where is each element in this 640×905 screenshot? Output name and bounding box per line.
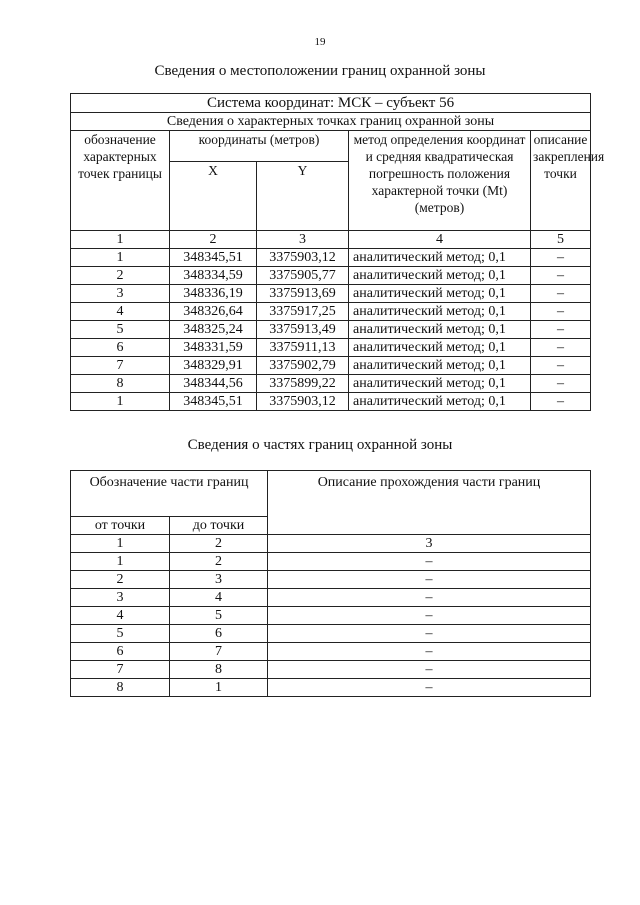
description-cell: – — [268, 679, 591, 697]
column-number: 4 — [349, 231, 531, 249]
to-cell: 7 — [170, 643, 268, 661]
section-title-location: Сведения о местоположении границ охранной зоны — [154, 63, 486, 79]
y-cell: 3375913,69 — [257, 285, 349, 303]
table-row — [71, 661, 591, 679]
table-row — [71, 267, 591, 285]
y-cell: 3375902,79 — [257, 357, 349, 375]
method-cell: аналитический метод; 0,1 — [349, 249, 531, 267]
description-cell: – — [268, 643, 591, 661]
table-row — [71, 607, 591, 625]
y-cell: 3375903,12 — [257, 393, 349, 411]
method-cell: аналитический метод; 0,1 — [349, 285, 531, 303]
y-cell: 3375899,22 — [257, 375, 349, 393]
point-cell: 1 — [71, 249, 170, 267]
header-fixing: описание закрепления точки — [531, 131, 591, 231]
boundary-points-table — [70, 93, 605, 411]
table-row — [71, 339, 591, 357]
table-row — [71, 589, 591, 607]
y-cell: 3375911,13 — [257, 339, 349, 357]
fixing-cell: – — [531, 249, 591, 267]
table-row — [71, 285, 591, 303]
point-cell: 7 — [71, 357, 170, 375]
x-cell: 348326,64 — [170, 303, 257, 321]
description-cell: – — [268, 553, 591, 571]
y-cell: 3375917,25 — [257, 303, 349, 321]
method-cell: аналитический метод; 0,1 — [349, 267, 531, 285]
header-method: метод определения координат и средняя квадратическая погрешность положения характерной точки (Mt) (метров) — [349, 131, 531, 231]
section-title-parts: Сведения о частях границ охранной зоны — [187, 437, 453, 453]
table-row — [71, 679, 591, 697]
table-row — [71, 625, 591, 643]
to-cell: 6 — [170, 625, 268, 643]
boundary-parts-table — [70, 470, 591, 697]
from-cell: 1 — [71, 553, 170, 571]
fixing-cell: – — [531, 321, 591, 339]
table-row — [71, 249, 591, 267]
table-row — [71, 321, 591, 339]
column-number: 3 — [268, 535, 591, 553]
to-cell: 5 — [170, 607, 268, 625]
header-point: обозначение характерных точек границы — [71, 131, 170, 231]
point-cell: 1 — [71, 393, 170, 411]
description-cell: – — [268, 571, 591, 589]
coordinate-system: Система координат: МСК – субъект 56 — [71, 94, 591, 113]
point-cell: 8 — [71, 375, 170, 393]
table-row — [71, 553, 591, 571]
fixing-cell: – — [531, 303, 591, 321]
x-cell: 348331,59 — [170, 339, 257, 357]
table-row — [71, 571, 591, 589]
header-y: Y — [257, 162, 349, 231]
column-number: 2 — [170, 231, 257, 249]
column-number: 5 — [531, 231, 591, 249]
method-cell: аналитический метод; 0,1 — [349, 339, 531, 357]
y-cell: 3375913,49 — [257, 321, 349, 339]
description-cell: – — [268, 607, 591, 625]
column-number: 1 — [71, 231, 170, 249]
x-cell: 348334,59 — [170, 267, 257, 285]
x-cell: 348325,24 — [170, 321, 257, 339]
x-cell: 348345,51 — [170, 249, 257, 267]
table-row — [71, 357, 591, 375]
point-cell: 3 — [71, 285, 170, 303]
to-cell: 8 — [170, 661, 268, 679]
method-cell: аналитический метод; 0,1 — [349, 321, 531, 339]
method-cell: аналитический метод; 0,1 — [349, 303, 531, 321]
header-part: Обозначение части границ — [71, 471, 268, 517]
fixing-cell: – — [531, 339, 591, 357]
y-cell: 3375903,12 — [257, 249, 349, 267]
method-cell: аналитический метод; 0,1 — [349, 393, 531, 411]
header-coords: координаты (метров) — [170, 131, 349, 162]
description-cell: – — [268, 661, 591, 679]
fixing-cell: – — [531, 375, 591, 393]
x-cell: 348336,19 — [170, 285, 257, 303]
table-row — [71, 393, 591, 411]
from-cell: 4 — [71, 607, 170, 625]
from-cell: 7 — [71, 661, 170, 679]
column-number: 2 — [170, 535, 268, 553]
header-x: X — [170, 162, 257, 231]
table-row — [71, 643, 591, 661]
to-cell: 4 — [170, 589, 268, 607]
to-cell: 2 — [170, 553, 268, 571]
method-cell: аналитический метод; 0,1 — [349, 375, 531, 393]
fixing-cell: – — [531, 267, 591, 285]
from-cell: 5 — [71, 625, 170, 643]
point-cell: 4 — [71, 303, 170, 321]
x-cell: 348344,56 — [170, 375, 257, 393]
description-cell: – — [268, 625, 591, 643]
method-cell: аналитический метод; 0,1 — [349, 357, 531, 375]
from-cell: 8 — [71, 679, 170, 697]
page-number: 19 — [314, 36, 326, 48]
column-number: 1 — [71, 535, 170, 553]
header-from: от точки — [71, 517, 170, 535]
from-cell: 6 — [71, 643, 170, 661]
table-row — [71, 375, 591, 393]
column-numbers-row — [71, 231, 591, 249]
fixing-cell: – — [531, 285, 591, 303]
header-description: Описание прохождения части границ — [268, 471, 591, 535]
to-cell: 1 — [170, 679, 268, 697]
header-to: до точки — [170, 517, 268, 535]
to-cell: 3 — [170, 571, 268, 589]
x-cell: 348329,91 — [170, 357, 257, 375]
from-cell: 3 — [71, 589, 170, 607]
from-cell: 2 — [71, 571, 170, 589]
description-cell: – — [268, 589, 591, 607]
table-subtitle: Сведения о характерных точках границ охранной зоны — [71, 113, 591, 131]
fixing-cell: – — [531, 393, 591, 411]
x-cell: 348345,51 — [170, 393, 257, 411]
y-cell: 3375905,77 — [257, 267, 349, 285]
point-cell: 6 — [71, 339, 170, 357]
point-cell: 5 — [71, 321, 170, 339]
fixing-cell: – — [531, 357, 591, 375]
table-row — [71, 303, 591, 321]
point-cell: 2 — [71, 267, 170, 285]
column-number: 3 — [257, 231, 349, 249]
